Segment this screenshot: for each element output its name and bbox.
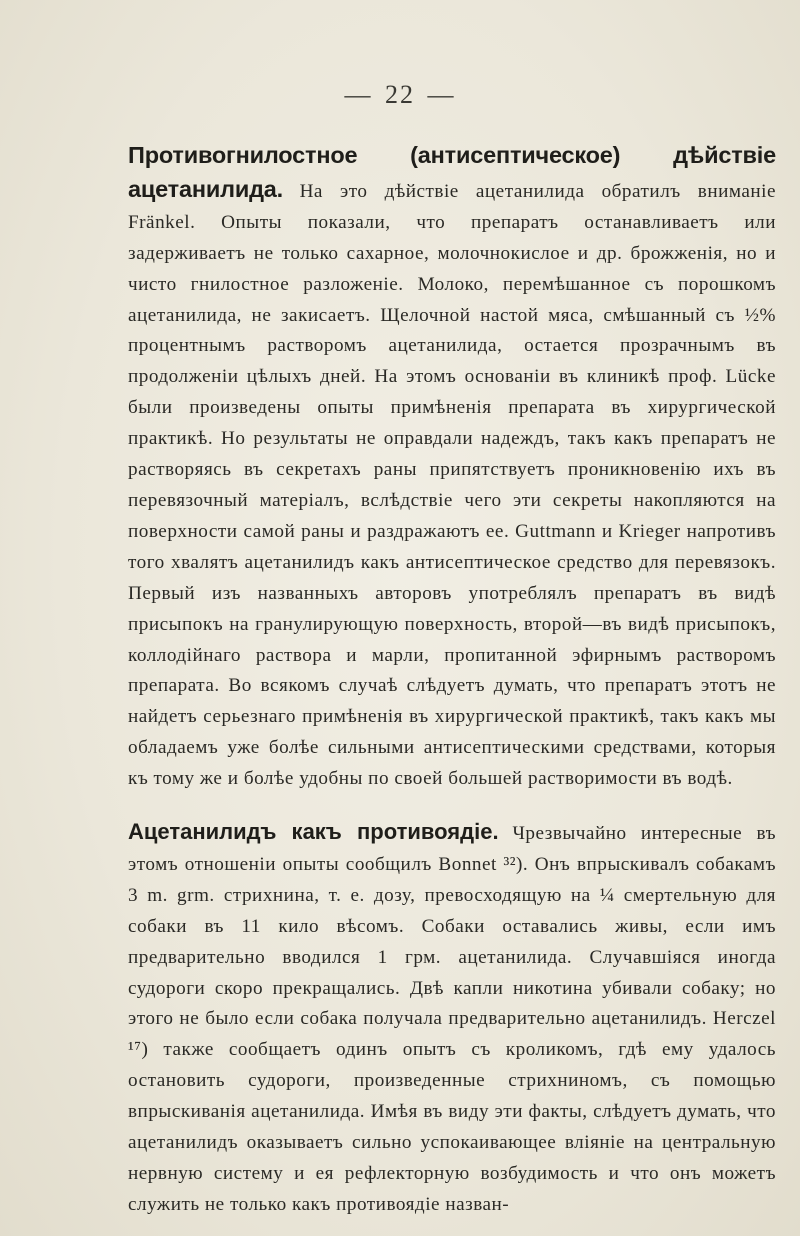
page-number-dash-left: —: [344, 80, 373, 109]
page-number-dash-right: —: [427, 80, 456, 109]
section-antiseptic-text: На это дѣйствіе ацетанилида обратилъ вниманіе Fränkel. Опыты показали, что препаратъ останавливаетъ или задерживаетъ не только сахарное, молочнокислое и др. брожженія, но и чисто гнилостное разложеніе. Молоко, перемѣшанное съ порошкомъ ацетанилида, не закисаетъ. Щелочной настой мяса, смѣшанный съ ½% процентнымъ растворомъ ацетанилида, остается прозрачнымъ въ продолженіи цѣлыхъ дней. На этомъ основаніи въ клиникѣ проф. Lücke были произведены опыты примѣненія препарата въ хирургической практикѣ. Но результаты не оправдали надеждъ, такъ какъ препаратъ не растворяясь въ секретахъ раны припятствуетъ проникновенію ихъ въ перевязочный матеріалъ, вслѣдствіе чего эти секреты накопляются на поверхности самой раны и раздражаютъ ее. Guttmann и Krieger напротивъ того хвалятъ ацетанилидъ какъ антисептическое средство для перевязокъ. Первый изъ названныхъ авторовъ употреблялъ препаратъ въ видѣ присыпокъ на гранулирующую поверхность, второй—въ видѣ присыпокъ, коллодійнаго раствора и марли, пропитанной эфирнымъ растворомъ препарата. Во всякомъ случаѣ слѣдуетъ думать, что препаратъ этотъ не найдетъ серьезнаго примѣненія въ хирургической практикѣ, такъ какъ мы обладаемъ уже болѣе сильными антисептическими средствами, которыя къ тому же и болѣе удобны по своей большей растворимости въ водѣ.: [128, 180, 777, 790]
page-number: [0, 80, 800, 110]
section-antidote-heading: Ацетанилидъ какъ противоядіе.: [128, 819, 499, 845]
section-antiseptic: [128, 140, 776, 795]
page-body: [128, 140, 776, 1221]
section-antiseptic-heading: Противогнилостное (антисептическое) дѣйствіе ацетанилида.: [128, 142, 776, 202]
page-number-value: 22: [385, 80, 415, 109]
section-antidote-text: Чрезвычайно интересные въ этомъ отношеніи опыты сообщилъ Bonnet ³²). Онъ впрыскивалъ собакамъ 3 m. grm. стрихнина, т. е. дозу, превосходящую на ¼ смертельную для собаки въ 11 кило вѣсомъ. Собаки оставались живы, если имъ предварительно вводился 1 грм. ацетанилида. Случавшіяся иногда судороги скоро прекращались. Двѣ капли никотина убивали собаку; но этого не было если собака получала предварительно ацетанилидъ. Herczel ¹⁷) также сообщаетъ одинъ опытъ съ кроликомъ, гдѣ ему удалось остановить судороги, произведенные стрихниномъ, съ помощью впрыскиванія ацетанилида. Имѣя въ виду эти факты, слѣдуетъ думать, что ацетанилидъ оказываетъ сильно успокаивающее вліяніе на центральную нервную систему и ея рефлекторную возбудимость и что онъ можетъ служить не только какъ противоядіе назван-: [128, 823, 776, 1215]
section-antidote: [128, 817, 776, 1221]
